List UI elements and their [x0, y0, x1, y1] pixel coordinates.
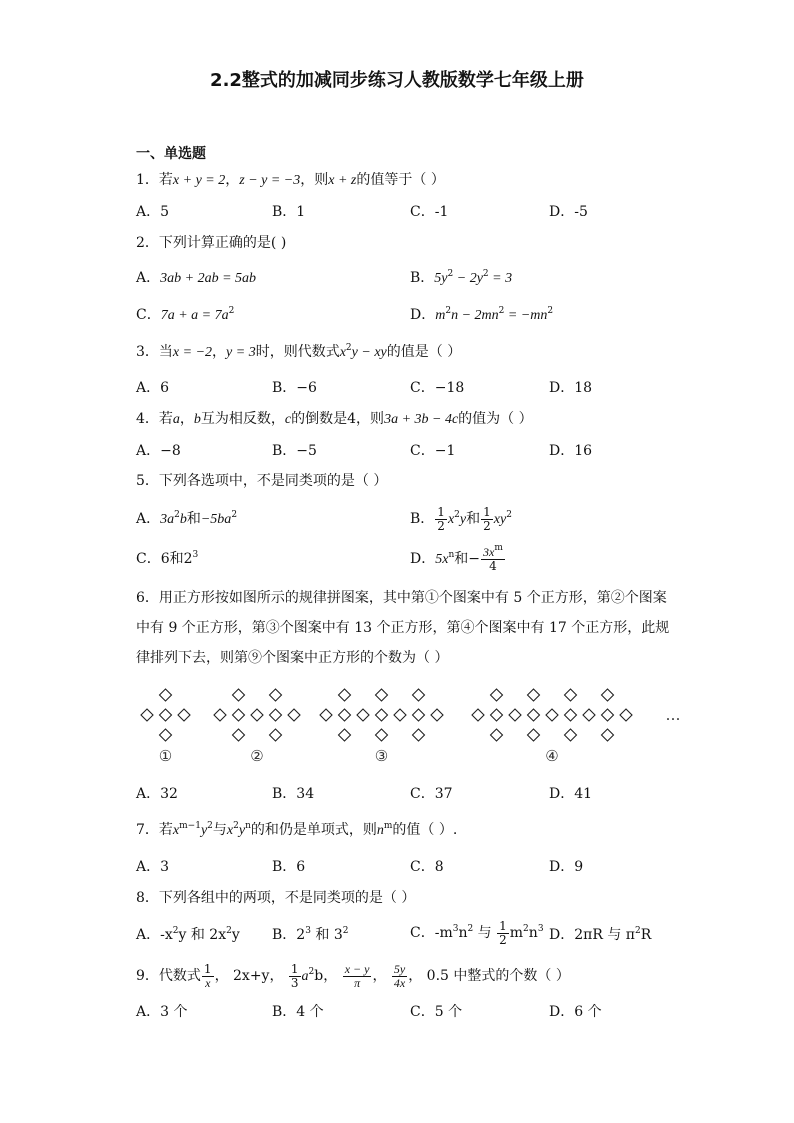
- q9-sep-3: ，: [372, 968, 391, 984]
- q5-a-expr-1: 3a: [160, 512, 175, 527]
- question-6-line-3: 律排列下去，则第⑨个图案中正方形的个数为（ ）: [136, 650, 449, 666]
- pattern-4-square: [472, 709, 484, 721]
- q3-text: 3．当: [136, 344, 173, 360]
- q6-option-a: A．32: [136, 786, 178, 802]
- q2-d-label: D．: [410, 307, 436, 323]
- question-9-stem: 9．代数式 $\frac{1}{x}$ ， 2x+y， $\frac{1}{3}$ $a^2b$， $\frac{x - y}{\pi}$ ， $\frac{5y}{4x}$ ， 0.5 中整式的个数（ ）: [136, 961, 570, 990]
- q1-option-c: C．-1: [410, 204, 449, 220]
- q5-b-num-2: 1: [483, 504, 491, 519]
- page-title: 2.2整式的加减同步练习人教版数学七年级上册: [210, 70, 584, 91]
- q8-c-num: 1: [499, 918, 507, 933]
- question-3-stem: 3．当x = −2，y = 3时，则代数式$x^2y$ − xy的值是（ ）: [136, 343, 462, 360]
- q5-option-a: A．$3a^2b$和$-5ba^2$: [136, 510, 238, 527]
- pattern-2-square: [270, 689, 282, 701]
- q7-expr-1a: x: [172, 823, 180, 838]
- q9-option-a: A．3 个: [136, 1004, 188, 1020]
- q4-var-c: c: [284, 412, 292, 427]
- q9-fraction-1: [202, 963, 214, 990]
- q5-d-and: 和−: [454, 551, 480, 567]
- q7-text: 7．若: [136, 822, 173, 838]
- q7-sup-3: 2: [233, 821, 239, 831]
- pattern-label-4: ④: [545, 747, 559, 764]
- pattern-4-square: [546, 709, 558, 721]
- q1-option-a: A．5: [136, 204, 170, 220]
- q5-option-c: C．6和$2^3$: [136, 550, 199, 567]
- q7-option-a: A．3: [136, 859, 170, 875]
- q9-f4-num: 5y: [393, 961, 406, 976]
- question-4-stem: [136, 409, 533, 430]
- q4-post: 的值为（ ）: [458, 411, 533, 427]
- pattern-3-square: [357, 709, 369, 721]
- q2-b-label: B．: [410, 270, 435, 286]
- pattern-4-square: [528, 709, 540, 721]
- q6-option-c: C．37: [410, 786, 453, 802]
- q4-comma: ，: [179, 411, 194, 427]
- q4-option-c: C．−1: [410, 443, 456, 459]
- pattern-2-square: [214, 709, 226, 721]
- q6-option-d: D．41: [549, 786, 593, 802]
- q9-expr-2b: b，: [314, 968, 342, 984]
- q3-expr-1: x = −2: [172, 345, 213, 360]
- q5-d-num-sup: m: [494, 542, 503, 553]
- q5-d-sup-1: n: [448, 550, 455, 560]
- q8-option-c: C．$-m^3n^2$ 与 $\frac{1}{2}$ $m^2n^3$: [410, 918, 544, 947]
- q2-d-expr-a: m: [435, 308, 446, 323]
- q1-expr-3: x + z: [328, 173, 357, 188]
- pattern-3-square: [339, 729, 351, 741]
- q7-option-c: C．8: [410, 859, 444, 875]
- q8-option-a: A．$-x^2y$ 和 $2x^2y$: [136, 926, 240, 943]
- pattern-3-square: [376, 709, 388, 721]
- q4-mid1: 互为相反数，: [200, 411, 285, 427]
- pattern-3-square: [320, 709, 332, 721]
- q1-mid: ，则: [300, 172, 329, 188]
- q2-option-c: C．$7a + a = 7a^2$: [136, 306, 235, 323]
- q7-expr-1b: y: [200, 823, 208, 838]
- pattern-ellipsis: …: [665, 706, 681, 724]
- q4-var-a: a: [172, 412, 180, 427]
- q5-b-fraction-2: [481, 506, 493, 533]
- q3-expr-3a: x: [339, 345, 346, 360]
- q8-c-5: n: [528, 925, 538, 941]
- q2-b-expr-b: − 2y: [453, 271, 483, 286]
- q5-c-text: C．6和2: [136, 551, 193, 567]
- pattern-1-square: [178, 709, 190, 721]
- q8-a-3: y: [231, 927, 240, 943]
- q2-a-label: A．: [136, 270, 161, 286]
- pattern-2-square: [251, 709, 263, 721]
- q7-option-d: D．9: [549, 859, 584, 875]
- q5-d-den: 4: [489, 558, 497, 573]
- q1-expr-2: z − y = −3: [239, 173, 301, 188]
- q7-post: 的和仍是单项式，则: [250, 822, 377, 838]
- q7-option-b: B．6: [272, 859, 306, 875]
- q9-f1-den: x: [205, 975, 211, 990]
- q9-f2-den: 3: [290, 975, 299, 990]
- pattern-label-1: ①: [158, 747, 173, 764]
- question-8-stem: 8．下列各组中的两项，不是同类项的是（ ）: [136, 890, 416, 906]
- q2-option-d: D．$m^2n - 2mn^2 = -mn^2$: [410, 306, 554, 323]
- q5-b-and: 和: [466, 511, 481, 527]
- pattern-2-square: [288, 709, 300, 721]
- q5-a-expr-2: −5ba: [200, 512, 232, 527]
- q3-sep: ，: [212, 344, 227, 360]
- pattern-3-square: [431, 709, 443, 721]
- question-6-line-2: 中有 9 个正方形，第③个图案中有 13 个正方形，第④个图案中有 17 个正方形，此规: [136, 620, 670, 636]
- pattern-4-square: [602, 709, 614, 721]
- pattern-4-square: [565, 709, 577, 721]
- q7-sup-2: 2: [207, 821, 213, 831]
- pattern-1-square: [141, 709, 153, 721]
- q8-d-2: R: [640, 927, 652, 943]
- q9-option-d: D．6 个: [549, 1004, 602, 1020]
- section-heading: 一、单选题: [136, 146, 206, 162]
- q3-expr-2: y = 3: [226, 345, 256, 360]
- pattern-4-square: [565, 689, 577, 701]
- q9-f1-num: 1: [203, 961, 212, 976]
- pattern-label-2: ②: [250, 747, 264, 764]
- q7-expr-2b: y: [238, 823, 246, 838]
- pattern-2-square: [233, 689, 245, 701]
- pattern-1-square: [160, 709, 172, 721]
- q1-expr-1: x + y = 2: [172, 173, 226, 188]
- pattern-4-square: [528, 689, 540, 701]
- q3-option-b: B．−6: [272, 380, 317, 396]
- q9-f3-den: π: [354, 975, 361, 990]
- q5-a-label: A．: [136, 511, 161, 527]
- pattern-label-3: ③: [374, 747, 389, 764]
- q7-sup-4: n: [245, 821, 251, 831]
- q2-c-expr: 7a + a = 7a: [160, 308, 229, 323]
- q5-option-d: [410, 544, 506, 575]
- q8-c-2: n: [458, 925, 468, 941]
- q5-b-fraction-1: [435, 506, 447, 533]
- q8-c-4: m: [509, 925, 524, 941]
- q3-post: 的值是（ ）: [386, 344, 462, 360]
- q5-b-den-1: 2: [437, 518, 445, 533]
- q4-expr: 3a + 3b − 4c: [384, 412, 459, 427]
- pattern-4-square: [509, 709, 521, 721]
- q4-option-a: A．−8: [136, 443, 181, 459]
- pattern-3-square: [413, 729, 425, 741]
- q8-d-1: D．2πR 与 π: [549, 927, 635, 943]
- pattern-4-square: [565, 729, 577, 741]
- pattern-2-square: [270, 729, 282, 741]
- question-6-line-1: 6．用正方形按如图所示的规律拼图案，其中第①个图案中有 5 个正方形，第②个图案: [136, 590, 667, 606]
- q9-f3-num: x − y: [344, 961, 370, 976]
- q9-text: 9．代数式: [136, 968, 201, 984]
- question-2-stem: 2．下列计算正确的是( ): [136, 235, 287, 251]
- q5-b-den-2: 2: [483, 518, 491, 533]
- q8-c-fraction: [497, 920, 509, 947]
- q2-a-expr: 3ab + 2ab = 5ab: [160, 271, 257, 286]
- q2-b-expr-a: 5y: [434, 271, 448, 286]
- q9-f4-den: 4x: [393, 975, 406, 990]
- q7-sup-5: m: [383, 821, 393, 831]
- q8-b-1: B．2: [272, 927, 306, 943]
- q1-text: 1．若: [136, 172, 173, 188]
- q3-option-a: A．6: [136, 380, 170, 396]
- question-7-stem: [136, 820, 457, 841]
- q8-c-3: 与: [473, 925, 497, 941]
- q9-fraction-2: [289, 963, 301, 990]
- q6-option-b: B．34: [272, 786, 315, 802]
- q2-b-expr-c: = 3: [488, 271, 513, 286]
- q5-b-expr-2: xy: [493, 512, 507, 527]
- pattern-4-square: [602, 689, 614, 701]
- q5-b-num-1: 1: [437, 504, 445, 519]
- q7-expr-3: n: [376, 823, 384, 838]
- pattern-4-square: [620, 709, 632, 721]
- pattern-2-square: [233, 729, 245, 741]
- pattern-1-square: [160, 689, 172, 701]
- q4-text: 4．若: [136, 411, 173, 427]
- pattern-4-square: [491, 729, 503, 741]
- q8-option-d: D．2πR 与 $\pi^2R$: [549, 926, 652, 943]
- question-1-stem: [136, 170, 445, 191]
- pattern-4-square: [491, 709, 503, 721]
- q5-b-expr-1: x: [447, 512, 455, 527]
- q1-option-d: D．-5: [549, 204, 588, 220]
- q4-mid2: 的倒数是4，则: [291, 411, 385, 427]
- q5-option-b: B． $\frac{1}{2}$ $x^2y$和 $\frac{1}{2}$ $xy^2$: [410, 504, 512, 533]
- q8-c-1: C．-m: [410, 925, 453, 941]
- q1-option-b: B．1: [272, 204, 306, 220]
- question-5-stem: 5．下列各选项中，不是同类项的是（ ）: [136, 473, 388, 489]
- q3-option-c: C．−18: [410, 380, 465, 396]
- pattern-3-square: [339, 689, 351, 701]
- q5-d-fraction: [481, 542, 505, 573]
- q5-b-label: B．: [410, 511, 435, 527]
- square-pattern-figure: [136, 684, 696, 764]
- q1-sep: ，: [225, 172, 240, 188]
- q2-c-label: C．: [136, 307, 161, 323]
- q4-var-b: b: [193, 412, 201, 427]
- q7-end: 的值（ ）.: [392, 822, 458, 838]
- q4-option-d: D．16: [549, 443, 593, 459]
- q2-option-a: [136, 268, 256, 289]
- pattern-2-square: [233, 709, 245, 721]
- pattern-4-square: [528, 729, 540, 741]
- pattern-4-square: [602, 729, 614, 741]
- pattern-3-square: [376, 689, 388, 701]
- q9-option-c: C．5 个: [410, 1004, 463, 1020]
- q9-fraction-4: [392, 963, 407, 990]
- pattern-1-square: [160, 729, 172, 741]
- q9-sep-1: ， 2x+y，: [214, 968, 288, 984]
- q7-expr-2a: x: [226, 823, 234, 838]
- q1-post: 的值等于（ ）: [356, 172, 445, 188]
- q5-d-label: D．: [410, 551, 436, 567]
- q9-post: ， 0.5 中整式的个数（ ）: [408, 968, 570, 984]
- q7-sup-1: m−1: [179, 821, 201, 831]
- pattern-3-square: [339, 709, 351, 721]
- q3-option-d: D．18: [549, 380, 593, 396]
- pattern-4-square: [583, 709, 595, 721]
- q2-option-b: B．$5y^2 - 2y^2 = 3$: [410, 269, 513, 286]
- q8-a-2: y 和 2x: [178, 927, 227, 943]
- pattern-2-square: [270, 709, 282, 721]
- q3-expr-3b: y − xy: [351, 345, 387, 360]
- q8-b-2: 和 3: [310, 927, 343, 943]
- q2-d-expr-c: = −mn: [504, 308, 548, 323]
- q9-fraction-3: [343, 963, 372, 990]
- q3-mid: 时，则代数式: [255, 344, 340, 360]
- pattern-3-square: [376, 729, 388, 741]
- pattern-3-square: [413, 709, 425, 721]
- q9-expr-2: a: [301, 969, 309, 984]
- q8-c-den: 2: [499, 932, 507, 947]
- pattern-4-square: [491, 689, 503, 701]
- q4-option-b: B．−5: [272, 443, 317, 459]
- pattern-3-square: [394, 709, 406, 721]
- q9-option-b: B．4 个: [272, 1004, 324, 1020]
- q7-and: 与: [212, 822, 227, 838]
- q5-d-expr-1: 5x: [435, 552, 449, 567]
- q5-d-num: 3x: [482, 544, 495, 559]
- q8-option-b: B．$2^3$ 和 $3^2$: [272, 926, 349, 943]
- q5-b-expr-1b: y: [459, 512, 467, 527]
- q2-d-expr-b: n − 2mn: [451, 308, 499, 323]
- pattern-3-square: [413, 689, 425, 701]
- q5-a-expr-1b: b: [179, 512, 187, 527]
- q8-a-1: A．-x: [136, 927, 173, 943]
- q5-a-and: 和: [186, 511, 201, 527]
- q9-f2-num: 1: [290, 961, 299, 976]
